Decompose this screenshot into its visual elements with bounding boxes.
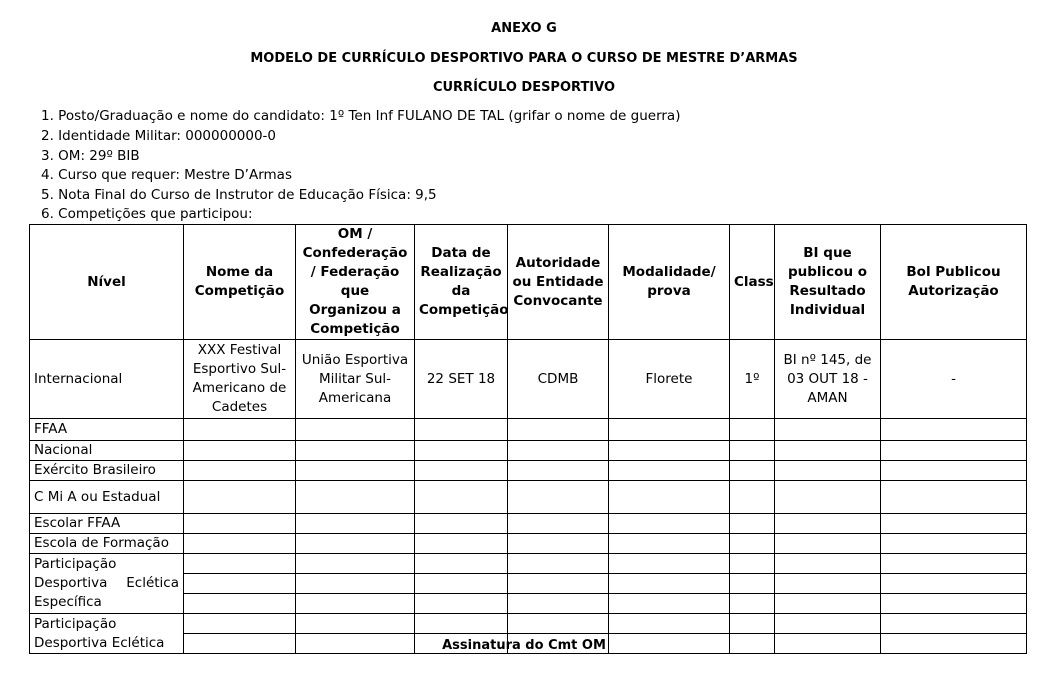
annex-title: ANEXO G bbox=[491, 21, 557, 36]
level-cell: Escola de Formação bbox=[30, 534, 184, 554]
item-om: 3. OM: 29º BIB bbox=[41, 148, 140, 164]
item-course: 4. Curso que requer: Mestre D’Armas bbox=[41, 167, 292, 183]
section-title: CURRÍCULO DESPORTIVO bbox=[432, 80, 616, 95]
level-cell: Nacional bbox=[30, 441, 184, 461]
col-header-level: Nível bbox=[30, 225, 184, 340]
table-row bbox=[30, 534, 1027, 554]
table-row bbox=[30, 340, 1027, 419]
level-cell: Escolar FFAA bbox=[30, 514, 184, 534]
col-header-class: Class bbox=[730, 225, 775, 340]
level-cell: C Mi A ou Estadual bbox=[30, 481, 184, 514]
bol-cell: - bbox=[881, 340, 1027, 419]
competitions-table bbox=[29, 224, 1027, 654]
col-header-organizer: OM / Confederação / Federação que Organizou a Competição bbox=[296, 225, 415, 340]
competition-cell: XXX Festival Esportivo Sul-Americano de Cadetes bbox=[184, 340, 296, 419]
col-header-bol: Bol Publicou Autorização bbox=[881, 225, 1027, 340]
level-cell: Participação Desportiva Eclética bbox=[30, 614, 184, 654]
level-cell: Internacional bbox=[30, 340, 184, 419]
col-header-authority: Autoridade ou Entidade Convocante bbox=[508, 225, 609, 340]
modality-cell: Florete bbox=[609, 340, 730, 419]
table-header-row bbox=[30, 225, 1027, 340]
organizer-cell: União Esportiva Militar Sul-Americana bbox=[296, 340, 415, 419]
table-row bbox=[30, 514, 1027, 534]
table-row bbox=[30, 441, 1027, 461]
col-header-modality: Modalidade/ prova bbox=[609, 225, 730, 340]
item-final-grade: 5. Nota Final do Curso de Instrutor de Educação Física: 9,5 bbox=[41, 187, 437, 203]
class-cell: 1º bbox=[730, 340, 775, 419]
bi-cell: BI nº 145, de 03 OUT 18 - AMAN bbox=[775, 340, 881, 419]
item-competitions: 6. Competições que participou: bbox=[41, 206, 253, 222]
table-row bbox=[30, 614, 1027, 634]
authority-cell: CDMB bbox=[508, 340, 609, 419]
col-header-bi: BI que publicou o Resultado Individual bbox=[775, 225, 881, 340]
table-row bbox=[30, 419, 1027, 441]
date-cell: 22 SET 18 bbox=[415, 340, 508, 419]
table-row bbox=[30, 554, 1027, 574]
col-header-competition: Nome da Competição bbox=[184, 225, 296, 340]
table-row bbox=[30, 461, 1027, 481]
signature-line: Assinatura do Cmt OM bbox=[442, 638, 606, 653]
item-candidate: 1. Posto/Graduação e nome do candidato: 1º Ten Inf FULANO DE TAL (grifar o nome de guerra) bbox=[41, 108, 681, 124]
level-cell: Participação Desportiva Eclética Específica bbox=[30, 554, 184, 614]
level-cell: FFAA bbox=[30, 419, 184, 441]
item-identity: 2. Identidade Militar: 000000000-0 bbox=[41, 128, 277, 144]
col-header-date: Data de Realização da Competição bbox=[415, 225, 508, 340]
level-cell: Exército Brasileiro bbox=[30, 461, 184, 481]
table-row bbox=[30, 481, 1027, 514]
model-title: MODELO DE CURRÍCULO DESPORTIVO PARA O CURSO DE MESTRE D’ARMAS bbox=[250, 51, 798, 66]
